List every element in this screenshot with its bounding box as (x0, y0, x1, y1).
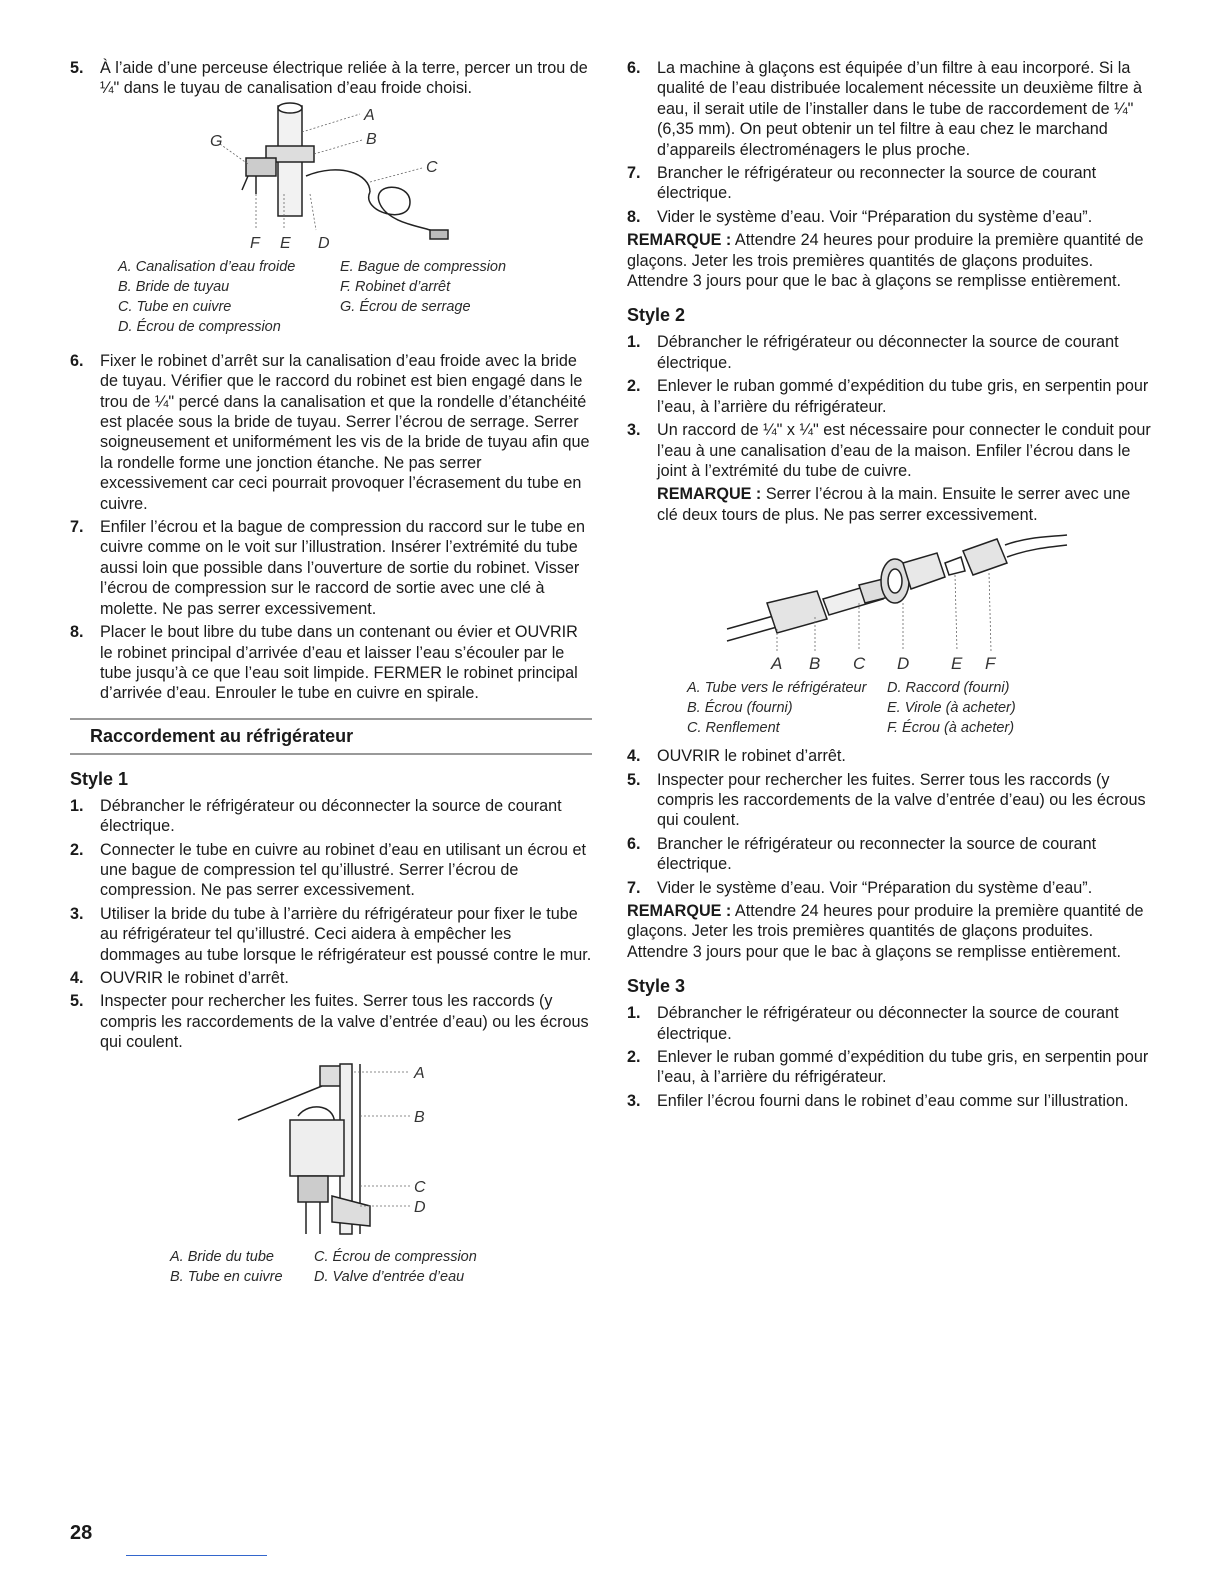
legend-entry: B. Écrou (fourni) (687, 700, 793, 717)
item-text: Vider le système d’eau. Voir “Préparation du système d’eau”. (657, 207, 1093, 226)
note-text: Attendre 24 heures pour produire la première quantité de glaçons. Jeter les trois premières quantités de glaçons produites. Attendre 3 jours pour que le bac à glaçons se remplisse entièrement. (627, 231, 1144, 291)
list-item (70, 622, 592, 704)
item-number: 8. (627, 207, 641, 226)
tube-clamp (320, 1066, 342, 1086)
fig3-label-c: C (414, 1178, 426, 1196)
item-number: 8. (70, 623, 84, 642)
figure-legend (687, 678, 1151, 738)
item-number: 6. (70, 351, 84, 370)
remarque-note (627, 901, 1151, 962)
ferrule (945, 557, 965, 575)
item-text: Débrancher le réfrigérateur ou déconnecter la source de courant électrique. (657, 1004, 1119, 1043)
item-text: OUVRIR le robinet d’arrêt. (100, 968, 289, 987)
legend-entry: A. Canalisation d’eau froide (118, 258, 296, 275)
section-heading: Raccordement au réfrigérateur (70, 718, 592, 755)
nut-supplied (767, 591, 827, 633)
item-number: 3. (627, 1091, 641, 1110)
fig1-label-a: A (364, 106, 375, 124)
legend-entry: E. Bague de compression (340, 258, 507, 275)
item-number: 1. (627, 1004, 641, 1023)
list-item (70, 968, 592, 988)
right-column (627, 58, 1151, 1114)
list-item (70, 796, 592, 837)
shutoff-valve-illustration (70, 102, 592, 252)
list-item (627, 878, 1151, 898)
note-text: Serrer l’écrou à la main. Ensuite le serrer avec une clé deux tours de plus. Ne pas serrer excessivement. (657, 485, 1131, 524)
figure-legend (118, 257, 592, 337)
item-number: 2. (627, 1048, 641, 1066)
item-text: Inspecter pour rechercher les fuites. Serrer tous les raccords (y compris les raccordements de la valve d’entrée d’eau) ou les écrous qui coulent. (100, 992, 589, 1052)
item-number: 4. (627, 747, 641, 766)
list-item (70, 904, 592, 965)
legend-entry: A. Tube vers le réfrigérateur (687, 680, 867, 697)
item-text: Débrancher le réfrigérateur ou déconnecter la source de courant électrique. (100, 796, 562, 836)
legend-entry: D. Valve d’entrée d’eau (314, 1268, 465, 1285)
fig1-label-g: G (210, 132, 223, 150)
fig2-label-a: A (771, 654, 783, 674)
item-text: Brancher le réfrigérateur ou reconnecter la source de courant électrique. (657, 164, 1097, 203)
remarque-subnote (657, 484, 1151, 525)
item-number: 1. (70, 796, 84, 815)
item-number: 5. (627, 770, 641, 789)
item-number: 5. (70, 992, 84, 1011)
item-number: 4. (70, 968, 84, 987)
figure-legend (170, 1247, 592, 1287)
list-item (627, 746, 1151, 766)
fig1-label-c: C (426, 158, 438, 176)
item-text: OUVRIR le robinet d’arrêt. (657, 747, 846, 766)
item-text: Enfiler l’écrou et la bague de compression du raccord sur le tube en cuivre comme on le voit sur l’illustration. Insérer l’extrémité du tube aussi loin que possible dans l’ouverture de sortie du robinet. Visser l’écrou de compression sur le raccord de sortie avec une clé à molette. Ne pas serrer excessivement. (100, 518, 586, 618)
list-item (627, 58, 1151, 160)
item-number: 7. (627, 878, 641, 897)
legend-entry: D. Écrou de compression (118, 318, 281, 335)
list-item (70, 517, 592, 619)
list-item (70, 840, 592, 901)
item-text: La machine à glaçons est équipée d’un filtre à eau incorporé. Si la qualité de l’eau distribuée localement nécessite un deuxième filtre à eau, il serait utile de l’installer dans le tube de raccordement de ¼" (6,35 mm). On peut obtenir un tel filtre à eau chez le marchand d’appareils électroménagers le plus proche. (657, 59, 1143, 159)
fig2-label-b: B (809, 654, 821, 674)
legend-entry: F. Écrou (à acheter) (887, 720, 1015, 737)
legend-entry: B. Bride de tuyau (118, 278, 230, 295)
item-number: 3. (627, 421, 641, 440)
left-column (70, 58, 592, 1287)
fig1-label-b: B (366, 130, 377, 148)
list-item (627, 834, 1151, 875)
list-item (627, 332, 1151, 373)
footer-rule (126, 1555, 267, 1556)
fig2-label-f: F (985, 654, 996, 674)
legend-entry: F. Robinet d’arrêt (340, 278, 451, 295)
page-number: 28 (70, 1522, 93, 1544)
item-number: 3. (70, 904, 84, 923)
item-text: Utiliser la bride du tube à l’arrière du réfrigérateur pour fixer le tube au réfrigérateur tel qu’illustré. Ceci aidera à empêcher les dommages au tube lorsque le réfrigérateur est poussé contre le mur. (100, 904, 592, 964)
item-text: Brancher le réfrigérateur ou reconnecter la source de courant électrique. (657, 834, 1097, 874)
nut-purchased (963, 539, 1007, 575)
legend-entry: G. Écrou de serrage (340, 298, 471, 315)
shutoff-valve (246, 158, 276, 176)
fig2-label-d: D (897, 654, 910, 674)
fig3-label-d: D (414, 1198, 426, 1216)
item-number: 6. (627, 59, 641, 77)
item-number: 2. (70, 840, 84, 859)
note-label: REMARQUE : (657, 485, 762, 504)
item-text: À l’aide d’une perceuse électrique reliée à la terre, percer un trou de ¼" dans le tuyau de canalisation d’eau froide choisi. (100, 59, 588, 98)
fig1-label-f: F (250, 234, 260, 252)
fig2-label-e: E (951, 654, 963, 674)
item-text: Placer le bout libre du tube dans un contenant ou évier et OUVRIR le robinet principal d’arrivée d’eau et laisser l’eau s’écouler par le tube jusqu’à ce que l’eau soit limpide. FERMER le robinet principal d’arrivée d’eau. Enrouler le tube en cuivre en spirale. (100, 623, 578, 703)
item-text: Connecter le tube en cuivre au robinet d’eau en utilisant un écrou et une bague de compression tel qu’illustré. Serrer l’écrou de compression. Ne pas serrer excessivement. (100, 840, 586, 900)
legend-entry: C. Renflement (687, 720, 780, 737)
style2-heading: Style 2 (627, 305, 686, 326)
fig3-label-a: A (414, 1064, 425, 1082)
figure-fittings (627, 533, 1151, 738)
item-text: Inspecter pour rechercher les fuites. Serrer tous les raccords (y compris les raccordements de la valve d’entrée d’eau) ou les écrous qui coulent. (657, 770, 1146, 830)
item-text: Débrancher le réfrigérateur ou déconnecter la source de courant électrique. (657, 333, 1119, 372)
style1-heading: Style 1 (70, 768, 129, 789)
item-text: Enfiler l’écrou fourni dans le robinet d’eau comme sur l’illustration. (657, 1091, 1129, 1110)
list-item (627, 1091, 1151, 1111)
note-text: Attendre 24 heures pour produire la première quantité de glaçons. Jeter les trois premières quantités de glaçons produites. Attendre 3 jours pour que le bac à glaçons se remplisse entièrement. (627, 901, 1144, 961)
fittings-illustration (627, 533, 1151, 673)
list-item (627, 376, 1151, 417)
fig3-label-b: B (414, 1108, 425, 1126)
list-item (627, 163, 1151, 204)
style3-heading: Style 3 (627, 976, 686, 997)
water-inlet-valve (290, 1120, 344, 1176)
list-item (627, 207, 1151, 227)
note-label: REMARQUE : (627, 231, 732, 250)
legend-entry: D. Raccord (fourni) (887, 680, 1010, 697)
list-item (70, 351, 592, 514)
list-item (627, 1047, 1151, 1088)
item-text: Enlever le ruban gommé d’expédition du tube gris, en serpentin pour l’eau, à l’arrière du réfrigérateur. (657, 377, 1149, 416)
list-item (627, 420, 1151, 481)
item-number: 1. (627, 333, 641, 352)
legend-entry: B. Tube en cuivre (170, 1268, 283, 1285)
item-text: Un raccord de ¼" x ¼" est nécessaire pour connecter le conduit pour l’eau à une canalisation d’eau de la maison. Enfiler l’écrou dans le joint à l’extrémité du tube de cuivre. (657, 421, 1151, 480)
legend-entry: E. Virole (à acheter) (887, 700, 1016, 717)
legend-entry: A. Bride du tube (170, 1248, 274, 1265)
figure-shutoff-valve (70, 102, 592, 337)
item-number: 6. (627, 834, 641, 853)
compression-nut (298, 1176, 328, 1202)
legend-entry: C. Tube en cuivre (118, 298, 232, 315)
item-number: 7. (627, 164, 641, 183)
list-item (70, 991, 592, 1052)
note-label: REMARQUE : (627, 901, 732, 920)
item-number: 2. (627, 377, 641, 396)
item-text: Enlever le ruban gommé d’expédition du tube gris, en serpentin pour l’eau, à l’arrière du réfrigérateur. (657, 1048, 1149, 1087)
fig1-label-e: E (280, 234, 291, 252)
remarque-note (627, 230, 1151, 291)
item-text: Vider le système d’eau. Voir “Préparation du système d’eau”. (657, 878, 1093, 897)
figure-water-inlet (70, 1056, 592, 1287)
fig1-label-d: D (318, 234, 330, 252)
item-number: 5. (70, 59, 84, 77)
fig2-label-c: C (853, 654, 866, 674)
list-item (627, 1003, 1151, 1044)
copper-tube (306, 170, 442, 236)
item-text: Fixer le robinet d’arrêt sur la canalisation d’eau froide avec la bride de tuyau. Vérifier que le raccord du robinet est bien engagé dans le trou de ¼" percé dans la canalisation et que la rondelle d’étanchéité est placée sous la bride de tuyau. Serrer l’écrou de serrage. Serrer soigneusement et uniformément les vis de la bride de tuyau afin que la rondelle forme une jonction étanche. Ne pas serrer excessivement car ceci pourrait provoquer l’écrasement du tube en cuivre. (100, 351, 590, 513)
legend-entry: C. Écrou de compression (314, 1248, 477, 1265)
item-number: 7. (70, 518, 84, 537)
list-item (627, 770, 1151, 831)
water-inlet-illustration (70, 1056, 592, 1242)
list-item (70, 58, 592, 99)
